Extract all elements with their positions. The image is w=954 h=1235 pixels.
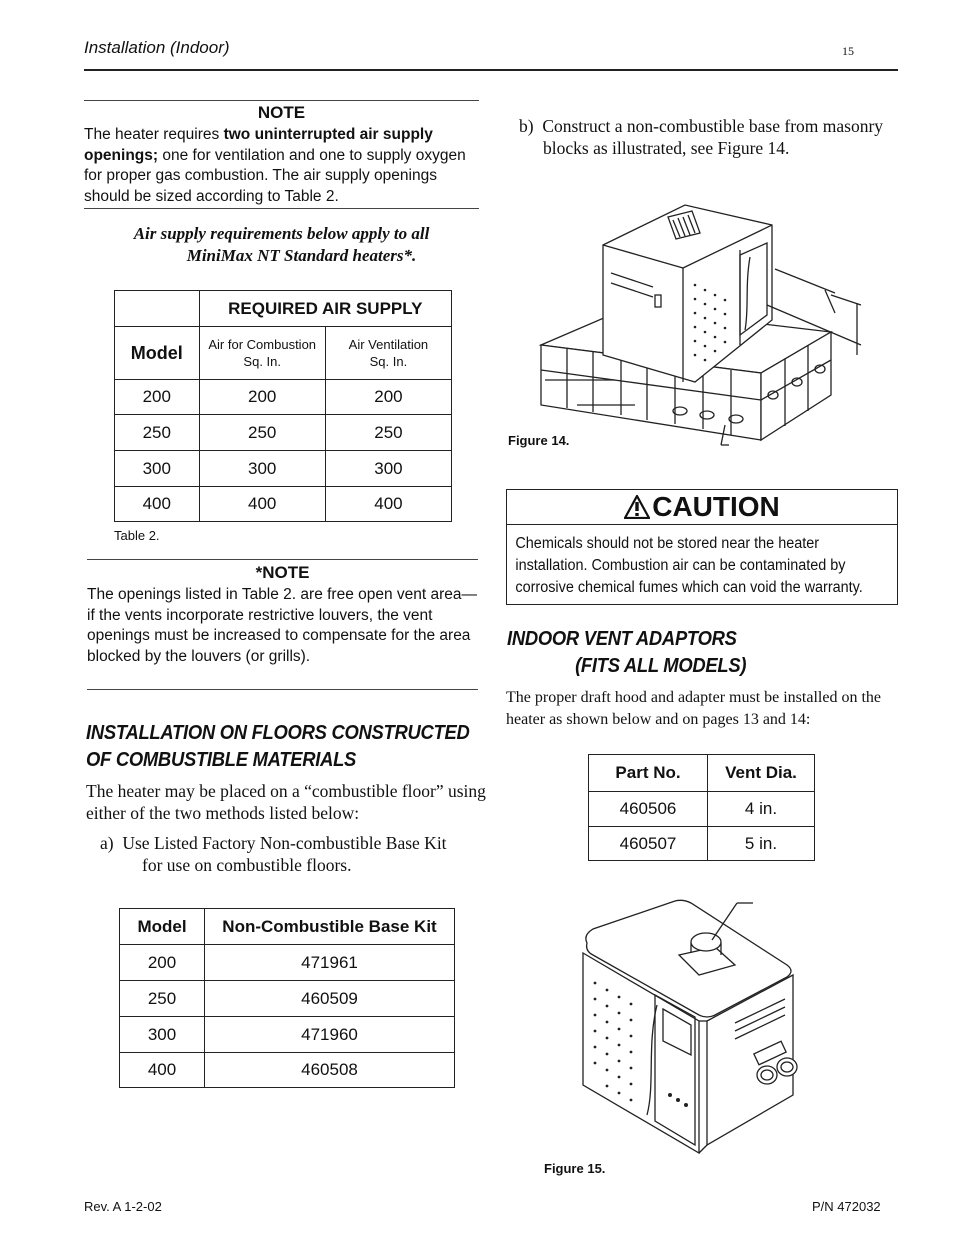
vent-heading-line2: (FITS ALL MODELS): [575, 655, 747, 677]
header-rule: [84, 69, 898, 71]
table-row: [120, 981, 455, 1017]
note2-bottom-rule: [87, 689, 478, 690]
table2-cell-combustion: 250: [199, 415, 325, 451]
base-kit-cell-kit: 471961: [205, 945, 455, 981]
base-kit-col-kit: Non-Combustible Base Kit: [205, 909, 455, 945]
vent-cell-part: 460507: [589, 827, 708, 861]
note1-top-rule: [84, 100, 479, 101]
table2-col-combustion: [199, 327, 325, 380]
table2-cell-combustion: 400: [199, 487, 325, 522]
table-row: [115, 415, 452, 451]
vent-adaptor-table: [588, 754, 815, 861]
air-supply-intro-line2: MiniMax NT Standard heaters*.: [186, 246, 417, 265]
table2-caption: Table 2.: [114, 528, 160, 543]
vent-heading-line1: INDOOR VENT ADAPTORS: [507, 628, 737, 650]
table2-cell-ventilation: 250: [325, 415, 451, 451]
note2-title: *NOTE: [255, 563, 310, 582]
base-kit-cell-model: 400: [120, 1053, 205, 1088]
table2-cell-ventilation: 300: [325, 451, 451, 487]
table2-cell-model: 200: [115, 380, 200, 415]
item-a-label: a): [100, 833, 114, 853]
table-row: [115, 487, 452, 522]
note2-top-rule: [87, 559, 478, 560]
combustible-section-body: The heater may be placed on a “combustible floor” using either of the two methods listed below:: [86, 781, 486, 823]
figure14-illustration: [535, 195, 870, 450]
item-a-line1: Use Listed Factory Non-combustible Base Kit: [122, 833, 447, 853]
table-row: [115, 380, 452, 415]
note1-body: [84, 125, 484, 207]
note1-bottom-rule: [84, 208, 479, 209]
footer-revision: Rev. A 1-2-02: [84, 1199, 162, 1214]
table2-cell-combustion: 200: [199, 380, 325, 415]
note1-title: NOTE: [257, 103, 306, 122]
table2-col-ventilation-l1: Air Ventilation: [348, 337, 429, 352]
vent-col-part: Part No.: [589, 755, 708, 792]
item-b-line1: Construct a non-combustible base from masonry: [542, 116, 884, 136]
vent-cell-dia: 5 in.: [708, 827, 815, 861]
air-supply-table: [114, 290, 452, 522]
table2-cell-model: 400: [115, 487, 200, 522]
base-kit-table: [119, 908, 455, 1088]
combustible-item-a: [100, 833, 490, 876]
table2-col-model: Model: [115, 327, 200, 380]
vent-section-heading: [507, 626, 866, 680]
table2-empty-corner: [115, 291, 200, 327]
warning-triangle-icon: [624, 495, 650, 519]
combustible-section-heading: [86, 720, 472, 774]
combustible-heading-line2: OF COMBUSTIBLE MATERIALS: [86, 749, 357, 771]
note1-body-prefix: The heater requires: [84, 126, 224, 143]
caution-title: CAUTION: [652, 491, 780, 522]
table-row: [120, 945, 455, 981]
table2-cell-combustion: 300: [199, 451, 325, 487]
air-supply-intro: [84, 223, 479, 267]
base-kit-cell-kit: 460509: [205, 981, 455, 1017]
base-kit-cell-model: 200: [120, 945, 205, 981]
table2-col-combustion-l2: Sq. In.: [243, 354, 281, 369]
table-row: [589, 827, 815, 861]
item-a-line2: for use on combustible floors.: [142, 854, 352, 875]
figure15-illustration: [575, 895, 805, 1160]
footer-part-number: P/N 472032: [812, 1199, 881, 1214]
table2-col-ventilation-l2: Sq. In.: [369, 354, 408, 369]
note1-body-bold: two uninterrupted air supply openings;: [84, 126, 433, 164]
table-row: [115, 451, 452, 487]
base-kit-cell-model: 250: [120, 981, 205, 1017]
table-row: [120, 1053, 455, 1088]
table2-col-ventilation: [325, 327, 451, 380]
base-kit-cell-kit: 460508: [205, 1053, 455, 1088]
item-b: [519, 116, 904, 159]
note1-body-suffix: one for ventilation and one to supply oxygen for proper gas combustion. The air supply openings should be sized according to Table 2.: [84, 146, 466, 205]
note2-body: The openings listed in Table 2. are free open vent area—if the vents incorporate restrictive louvers, the vent openings must be increased to compensate for the area blocked by the louvers (or grills).: [87, 586, 478, 665]
vent-col-dia: Vent Dia.: [708, 755, 815, 792]
vent-cell-part: 460506: [589, 792, 708, 827]
air-supply-intro-line1: Air supply requirements below apply to all: [133, 224, 430, 243]
table2-cell-model: 300: [115, 451, 200, 487]
table-row: [120, 1017, 455, 1053]
table2-col-combustion-l1: Air for Combustion: [208, 337, 317, 352]
base-kit-cell-kit: 471960: [205, 1017, 455, 1053]
caution-header: [507, 490, 897, 525]
figure15-caption: Figure 15.: [544, 1161, 606, 1176]
table2-cell-ventilation: 200: [325, 380, 451, 415]
caution-body: Chemicals should not be stored near the heater installation. Combustion air can be contaminated by corrosive chemical fumes which can void the warranty.: [515, 535, 863, 596]
base-kit-cell-model: 300: [120, 1017, 205, 1053]
combustible-heading-line1: INSTALLATION ON FLOORS CONSTRUCTED: [86, 722, 470, 744]
vent-section-body: The proper draft hood and adapter must be installed on the heater as shown below and on pages 13 and 14:: [506, 689, 881, 728]
table2-group-header: REQUIRED AIR SUPPLY: [199, 291, 451, 327]
table2-cell-model: 250: [115, 415, 200, 451]
figure14-caption: Figure 14.: [508, 433, 570, 448]
caution-box: [506, 489, 898, 605]
item-b-line2: blocks as illustrated, see Figure 14.: [543, 137, 790, 158]
base-kit-col-model: Model: [120, 909, 205, 945]
page-header-title: Installation (Indoor): [84, 38, 230, 57]
vent-cell-dia: 4 in.: [708, 792, 815, 827]
table2-cell-ventilation: 400: [325, 487, 451, 522]
page-number: 15: [842, 44, 854, 58]
table-row: [589, 792, 815, 827]
item-b-label: b): [519, 116, 534, 136]
